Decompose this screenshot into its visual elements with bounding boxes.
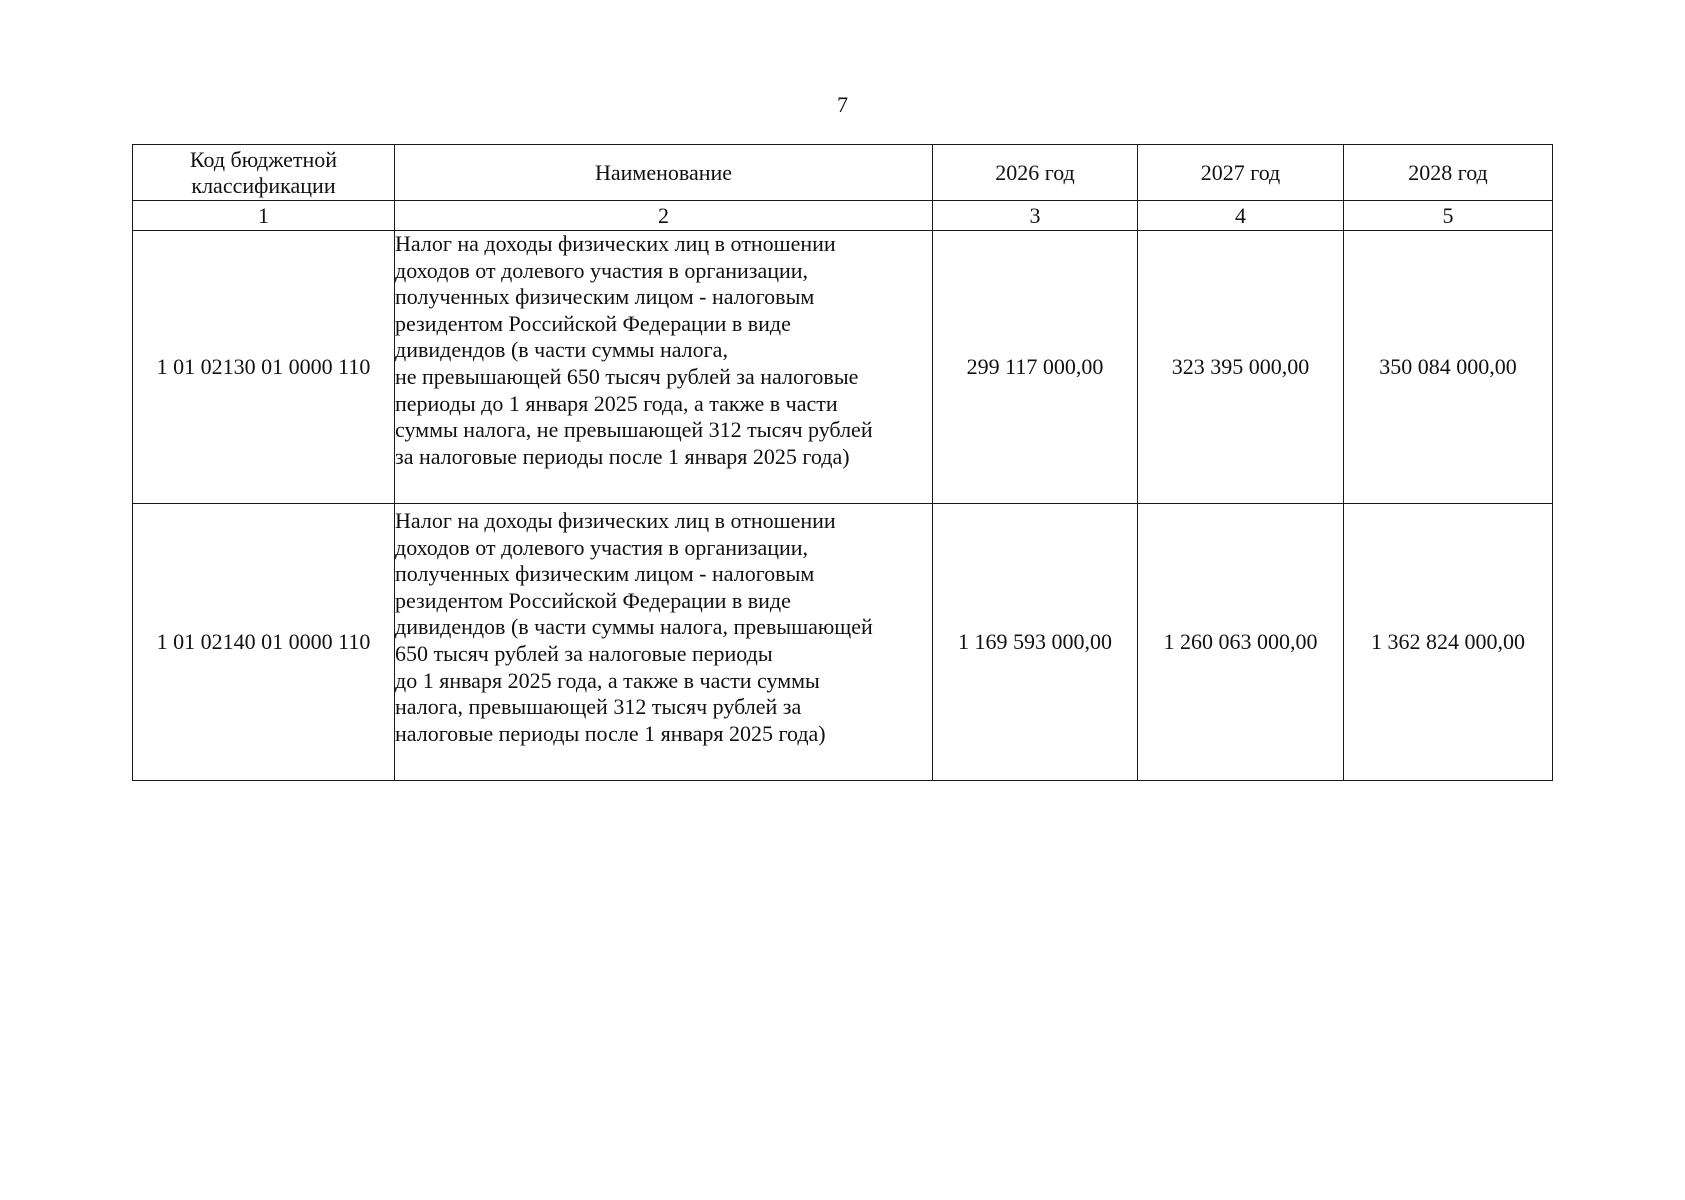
tax-name-line: дивидендов (в части суммы налога, <box>395 337 728 363</box>
tax-name-line: доходов от долевого участия в организации, <box>395 534 809 560</box>
tax-name-cell <box>395 231 933 504</box>
column-number-3: 3 <box>933 201 1138 231</box>
budget-code-cell: 1 01 02130 01 0000 110 <box>133 231 395 504</box>
tax-name-line: налога, превышающей 312 тысяч рублей за <box>395 694 802 720</box>
tax-name-line: налоговые периоды после 1 января 2025 года) <box>395 720 826 746</box>
tax-name-line: за налоговые периоды после 1 января 2025 года) <box>395 443 850 469</box>
header-name: Наименование <box>395 145 933 201</box>
header-year-2027: 2027 год <box>1138 145 1344 201</box>
budget-code-cell: 1 01 02140 01 0000 110 <box>133 504 395 781</box>
tax-name-line: периоды до 1 января 2025 года, а также в части <box>395 390 838 416</box>
tax-name-line: до 1 января 2025 года, а также в части суммы <box>395 667 820 693</box>
table-row <box>133 231 1553 504</box>
amount-2027-cell: 323 395 000,00 <box>1138 231 1344 504</box>
tax-name-line: резидентом Российской Федерации в виде <box>395 310 791 336</box>
tax-name-line: суммы налога, не превышающей 312 тысяч рублей <box>395 417 873 443</box>
tax-name-line: резидентом Российской Федерации в виде <box>395 587 791 613</box>
amount-2028-cell: 1 362 824 000,00 <box>1344 504 1553 781</box>
tax-name-line: дивидендов (в части суммы налога, превышающей <box>395 614 873 640</box>
tax-name-line: не превышающей 650 тысяч рублей за налоговые <box>395 363 859 389</box>
amount-2026-cell: 299 117 000,00 <box>933 231 1138 504</box>
column-number-1: 1 <box>133 201 395 231</box>
amount-2027-cell: 1 260 063 000,00 <box>1138 504 1344 781</box>
amount-2028-cell: 350 084 000,00 <box>1344 231 1553 504</box>
header-year-2026: 2026 год <box>933 145 1138 201</box>
header-code <box>133 145 395 201</box>
tax-name-line: 650 тысяч рублей за налоговые периоды <box>395 640 773 666</box>
header-year-2028: 2028 год <box>1344 145 1553 201</box>
tax-name-cell <box>395 504 933 781</box>
column-number-5: 5 <box>1344 201 1553 231</box>
budget-revenue-table <box>132 144 1553 781</box>
tax-name-line: Налог на доходы физических лиц в отношении <box>395 231 836 256</box>
table-row <box>133 504 1553 781</box>
tax-name-line: полученных физическим лицом - налоговым <box>395 284 815 310</box>
column-number-4: 4 <box>1138 201 1344 231</box>
header-code-label: Код бюджетной классификации <box>189 146 338 198</box>
amount-2026-cell: 1 169 593 000,00 <box>933 504 1138 781</box>
page-number: 7 <box>837 92 848 117</box>
column-number-2: 2 <box>395 201 933 231</box>
column-number-row <box>133 201 1553 231</box>
table-header-row <box>133 145 1553 201</box>
tax-name-line: полученных физическим лицом - налоговым <box>395 561 815 587</box>
tax-name-line: Налог на доходы физических лиц в отношении <box>395 508 836 533</box>
tax-name-line: доходов от долевого участия в организации, <box>395 257 809 283</box>
